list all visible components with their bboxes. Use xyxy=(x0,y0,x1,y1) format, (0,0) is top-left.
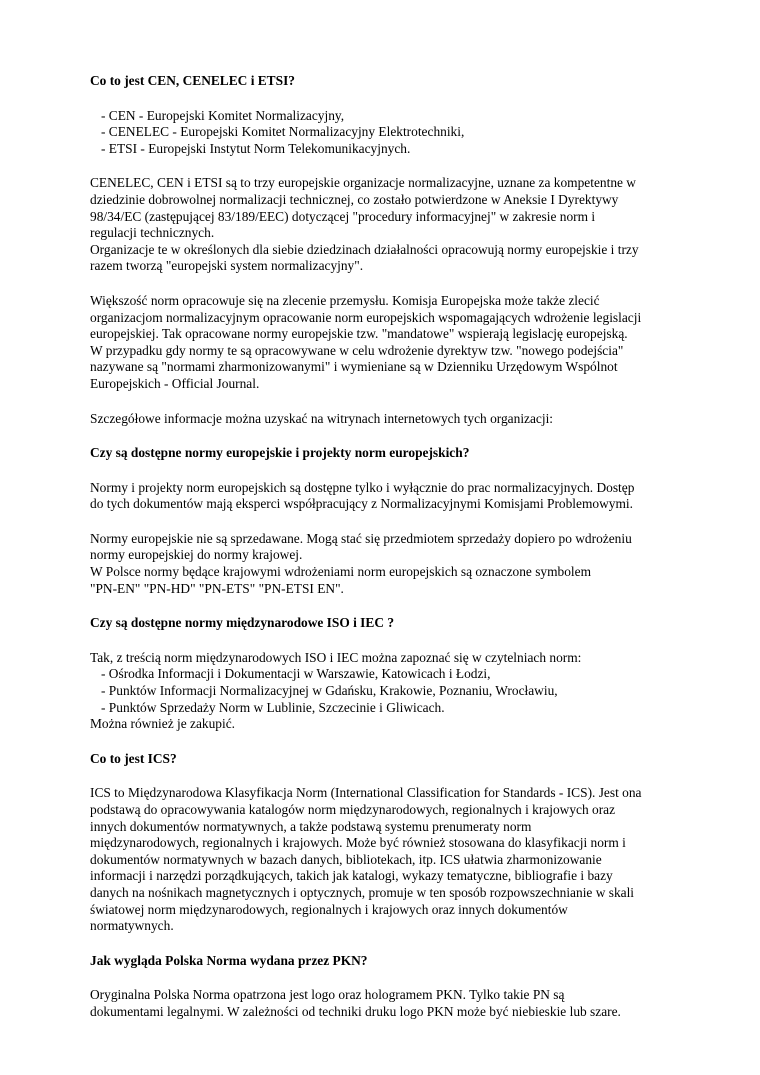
text-line: W przypadku gdy normy te są opracowywane w celu wdrożenie dyrektyw tzw. "nowego podejścia" xyxy=(90,342,624,358)
text-line: organizacjom normalizacyjnym opracowanie norm europejskich wspomagających wdrożenie legislacji xyxy=(90,309,642,325)
text-line: do tych dokumentów mają eksperci współpracujący z Normalizacyjnymi Komisjami Problemowymi. xyxy=(90,496,633,512)
text-line: dziedzinie dobrowolnej normalizacji technicznej, co zostało potwierdzone w Aneksie I Dyrektywy xyxy=(90,191,619,207)
text-line: Normy europejskie nie są sprzedawane. Mogą stać się przedmiotem sprzedaży dopiero po wdrożeniu xyxy=(90,530,632,546)
text-line: nazywane są "normami zharmonizowanymi" i wymieniane są w Dzienniku Urzędowym Wspólnot xyxy=(90,359,618,375)
heading-european-standards-availability: Czy są dostępne normy europejskie i projekty norm europejskich? xyxy=(90,445,470,461)
text-line: informacji i narzędzi porządkujących, takich jak katalogi, wykazy tematyczne, bibliografie i bazy xyxy=(90,868,613,884)
text-line: Tak, z treścią norm międzynarodowych ISO i IEC można zapoznać się w czytelniach norm: xyxy=(90,649,582,665)
text-line: dokumentów normatywnych w bazach danych, bibliotekach, itp. ICS ułatwia zharmonizowanie xyxy=(90,851,602,867)
paragraph-standards-access xyxy=(90,480,680,513)
text-line: W Polsce normy będące krajowymi wdrożeniami norm europejskich są oznaczone symbolem xyxy=(90,564,592,580)
text-line: 98/34/EC (zastępującej 83/189/EEC) dotyczącej "procedury informacyjnej" w zakresie norm i xyxy=(90,208,596,224)
text-line: Organizacje te w określonych dla siebie dziedzinach działalności opracowują normy europejskie i trzy xyxy=(90,241,639,257)
text-line: razem tworzą "europejski system normalizacyjny". xyxy=(90,258,364,274)
text-line: podstawą do opracowywania katalogów norm międzynarodowych, regionalnych i krajowych oraz xyxy=(90,802,616,817)
list-item: - Punktów Informacji Normalizacyjnej w Gdańsku, Krakowie, Poznaniu, Wrocławiu, xyxy=(101,683,558,699)
text-line: europejskiej. Tak opracowane normy europejskie tzw. "mandatowe" wspierają legislację europejską. xyxy=(90,326,628,342)
text-line: normy europejskiej do normy krajowej. xyxy=(90,547,303,563)
document-page xyxy=(90,73,680,1021)
list-item: - CENELEC - Europejski Komitet Normalizacyjny Elektrotechniki, xyxy=(101,124,465,140)
paragraph-more-info xyxy=(90,411,680,428)
heading-cen-cenelec-etsi: Co to jest CEN, CENELEC i ETSI? xyxy=(90,73,295,88)
heading-what-is-ics: Co to jest ICS? xyxy=(90,750,177,766)
text-line: Normy i projekty norm europejskich są dostępne tylko i wyłącznie do prac normalizacyjnych. Dostęp xyxy=(90,479,635,495)
text-line: ICS to Międzynarodowa Klasyfikacja Norm (International Classification for Standards - ICS). Jest ona xyxy=(90,785,642,801)
paragraph-ics-description xyxy=(90,785,680,934)
organizations-list xyxy=(90,108,680,158)
text-line: Europejskich - Official Journal. xyxy=(90,375,260,391)
list-item: - Ośrodka Informacji i Dokumentacji w Warszawie, Katowicach i Łodzi, xyxy=(101,666,491,682)
heading-iso-iec-availability: Czy są dostępne normy międzynarodowe ISO i IEC ? xyxy=(90,615,395,631)
text-line: regulacji technicznych. xyxy=(90,225,215,241)
text-line: Szczegółowe informacje można uzyskać na witrynach internetowych tych organizacji: xyxy=(90,410,554,426)
text-line: CENELEC, CEN i ETSI są to trzy europejskie organizacje normalizacyjne, uznane za kompetentne w xyxy=(90,175,636,191)
list-item: - ETSI - Europejski Instytut Norm Telekomunikacyjnych. xyxy=(101,140,411,156)
text-line: innych dokumentów normatywnych, a także podstawą systemu prenumeraty norm xyxy=(90,818,532,834)
list-item: - CEN - Europejski Komitet Normalizacyjny, xyxy=(101,107,345,123)
paragraph-reading-rooms xyxy=(90,650,680,733)
heading-polish-standard-appearance: Jak wygląda Polska Norma wydana przez PKN? xyxy=(90,952,368,968)
paragraph-standards-sale xyxy=(90,531,680,597)
text-line: Oryginalna Polska Norma opatrzona jest logo oraz hologramem PKN. Tylko takie PN są xyxy=(90,987,565,1003)
paragraph-mandated-standards xyxy=(90,293,680,393)
list-item: - Punktów Sprzedaży Norm w Lublinie, Szczecinie i Gliwicach. xyxy=(101,699,445,715)
text-line: normatywnych. xyxy=(90,918,174,934)
text-line: danych na nośnikach magnetycznych i optycznych, promuje w ten sposób rozpowszechnianie w skali xyxy=(90,884,635,900)
text-line: dokumentami legalnymi. W zależności od techniki druku logo PKN może być niebieskie lub szare. xyxy=(90,1003,621,1019)
paragraph-pkn-logo xyxy=(90,987,680,1020)
text-line: światowej norm międzynarodowych, regionalnych i krajowych oraz innych dokumentów xyxy=(90,901,568,917)
text-line: międzynarodowych, regionalnych i krajowych. Może być również stosowana do klasyfikacji norm i xyxy=(90,835,626,851)
text-line: Można również je zakupić. xyxy=(90,716,236,732)
paragraph-organizations-intro xyxy=(90,175,680,275)
text-line: Większość norm opracowuje się na zlecenie przemysłu. Komisja Europejska może także zlecić xyxy=(90,292,600,308)
text-line: "PN-EN" "PN-HD" "PN-ETS" "PN-ETSI EN". xyxy=(90,580,344,596)
